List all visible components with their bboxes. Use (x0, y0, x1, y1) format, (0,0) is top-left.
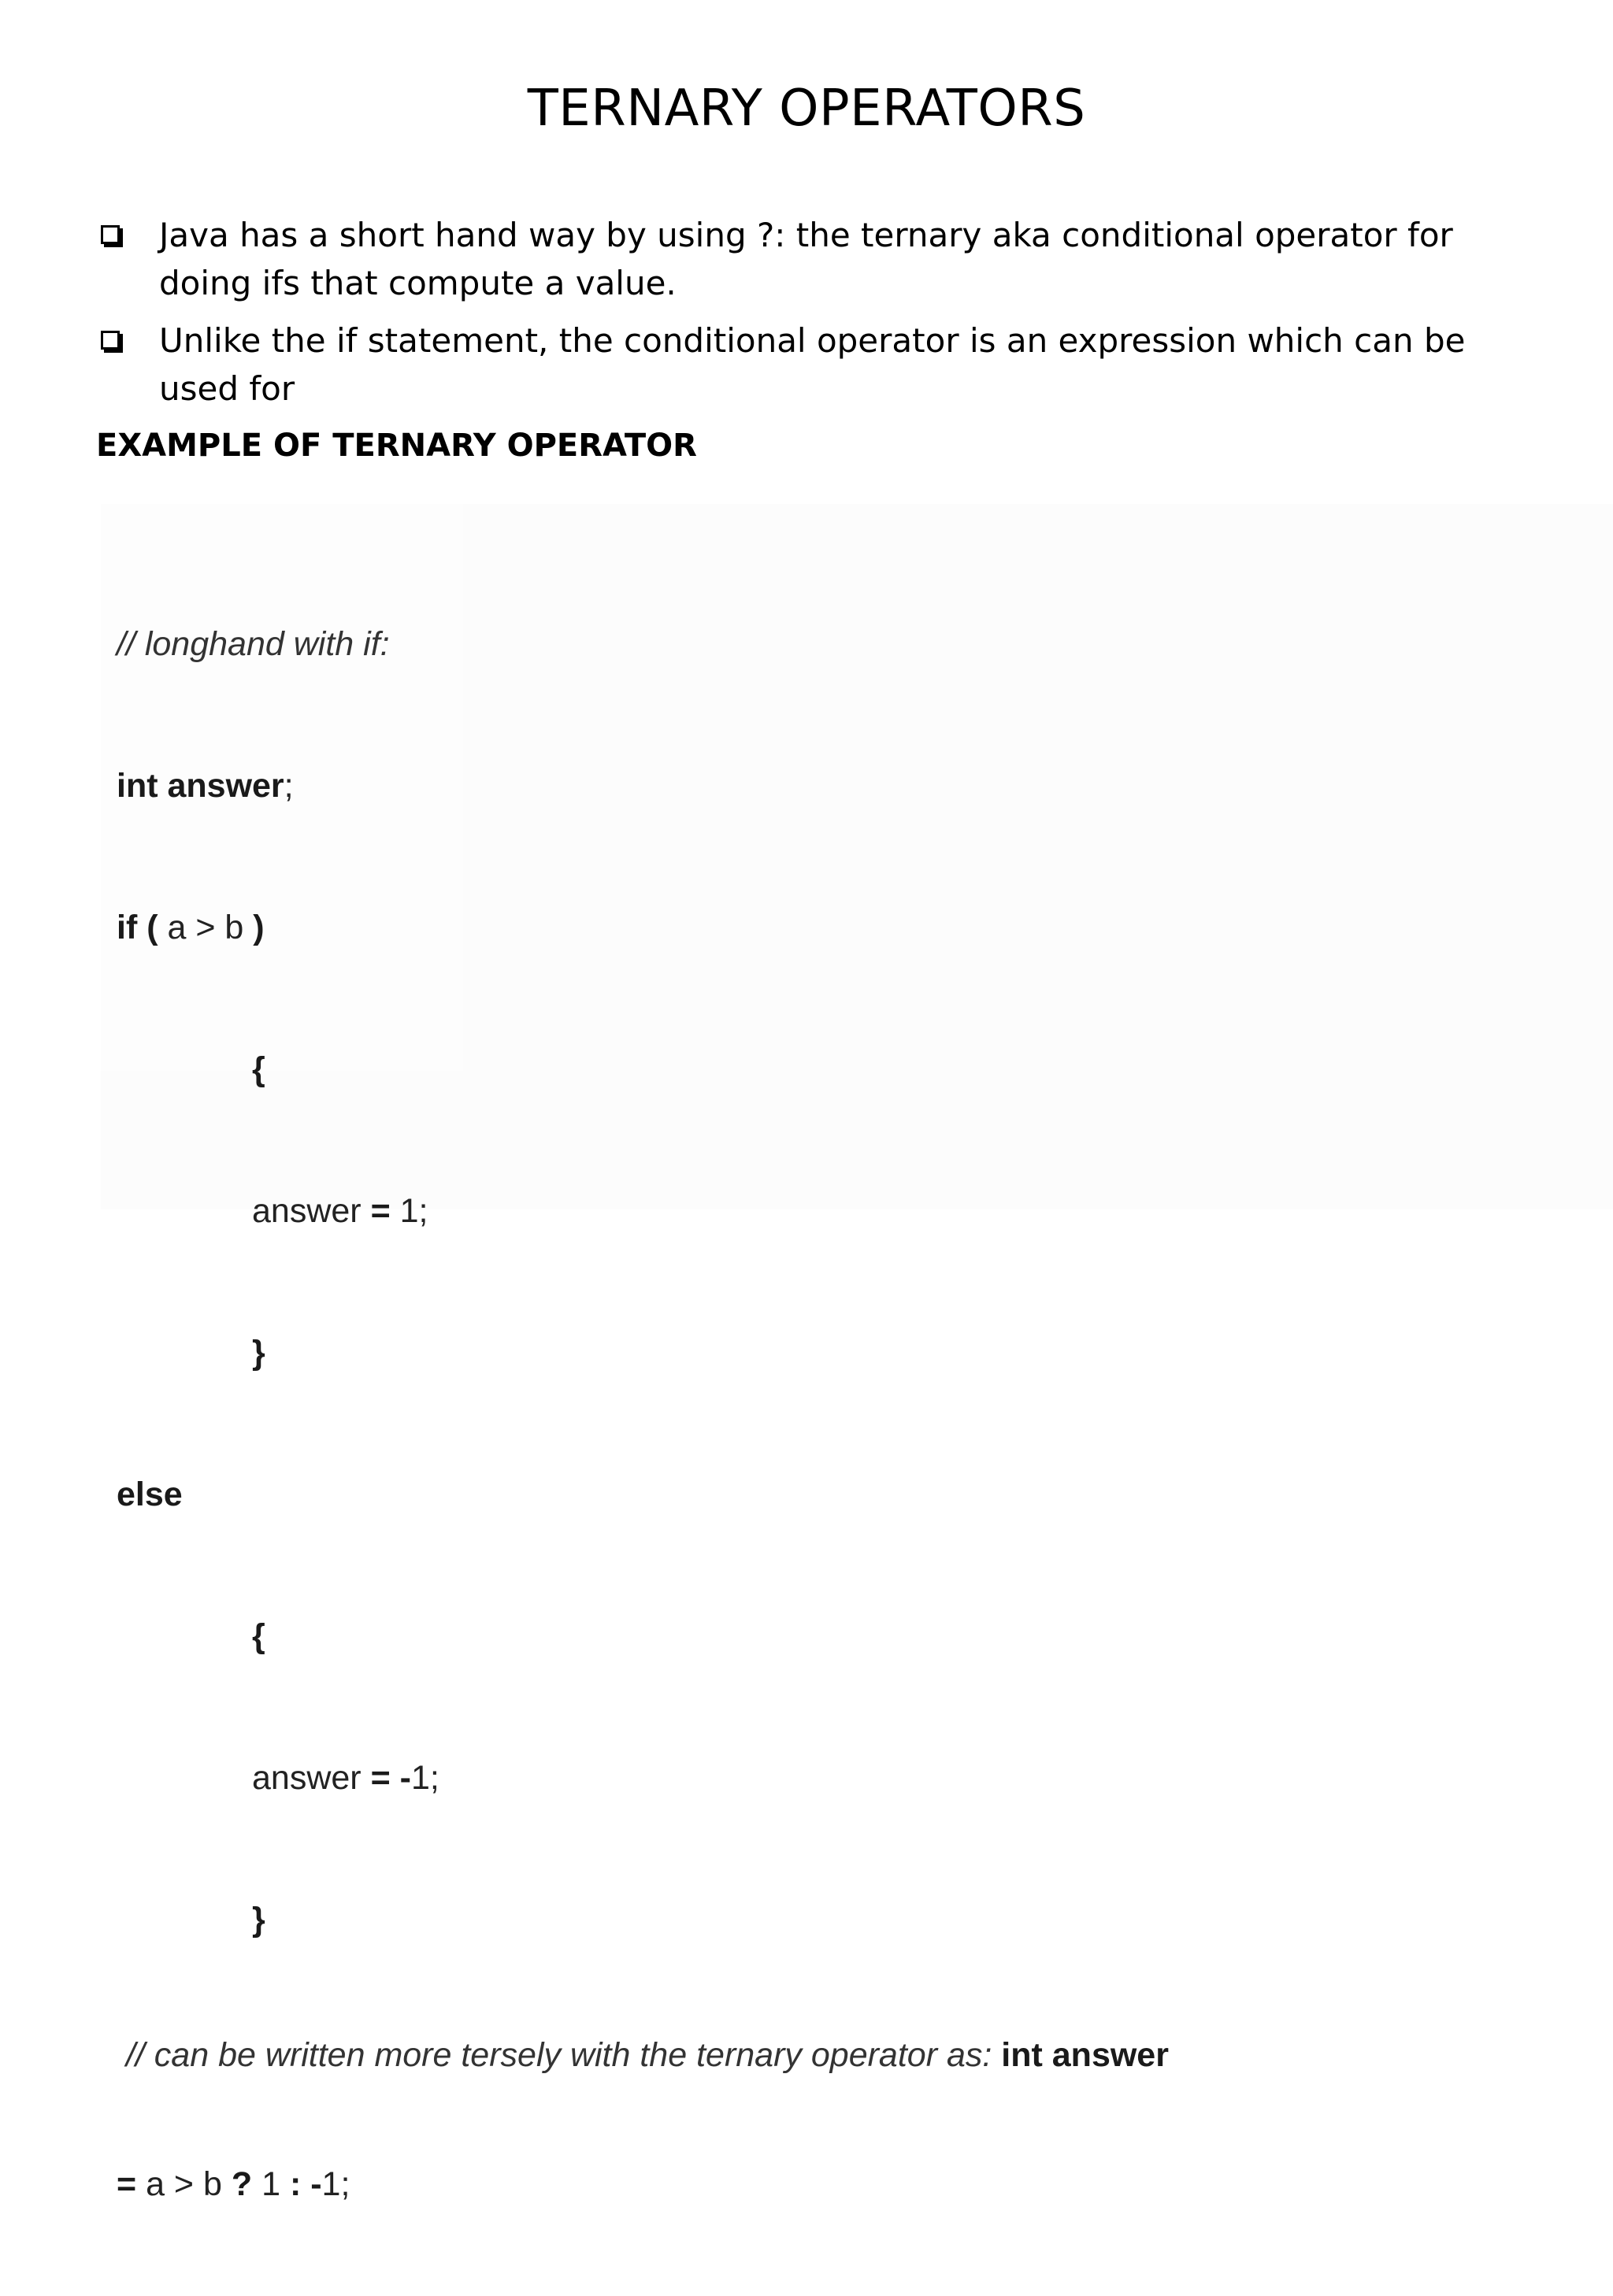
code-token: a > b (136, 2165, 232, 2203)
code-brace: } (252, 1901, 265, 1939)
code-token: 1 (252, 2165, 290, 2203)
checkbox-bullet-icon (101, 225, 120, 244)
bullet-list (96, 211, 1537, 422)
code-line (117, 1896, 1169, 1943)
code-token: ; (284, 767, 294, 805)
checkbox-bullet-icon (101, 331, 120, 350)
code-line (117, 904, 1169, 951)
code-line (117, 1613, 1169, 1660)
code-token: 1; (321, 2165, 350, 2203)
bullet-item (96, 211, 1537, 307)
bullet-text: Unlike the if statement, the conditional operator is an expression which can be used for (159, 321, 1466, 408)
code-brace: { (252, 1050, 265, 1088)
code-token: answer (252, 1759, 362, 1797)
code-line (117, 1471, 1169, 1518)
slide-title: TERNARY OPERATORS (527, 80, 1086, 138)
code-operator: ? (231, 2165, 253, 2203)
code-operator: = (117, 2165, 137, 2203)
code-keyword: int answer (1001, 2036, 1169, 2074)
code-token: 1; (410, 1759, 439, 1797)
bullet-text: Java has a short hand way by using ?: the ternary aka conditional operator for doing ifs that compute a value. (159, 216, 1453, 302)
code-brace: { (252, 1617, 265, 1655)
code-token: a > b (158, 909, 254, 946)
code-line (117, 1754, 1169, 1802)
code-operator: = - (361, 1759, 411, 1797)
bullet-item (96, 317, 1537, 413)
code-keyword: int answer (117, 767, 284, 805)
code-comment: // longhand with if: (117, 625, 390, 663)
section-heading: EXAMPLE OF TERNARY OPERATOR (96, 428, 697, 464)
code-example-image (101, 504, 1613, 2203)
code-brace: } (252, 1334, 265, 1372)
code-operator: : - (289, 2165, 322, 2203)
code-block (117, 526, 1169, 2296)
code-line (117, 762, 1169, 809)
code-line (117, 1187, 1169, 1235)
code-keyword: else (117, 1476, 183, 1513)
code-line (117, 620, 1169, 668)
code-keyword: ) (253, 909, 265, 946)
code-token: 1; (399, 1192, 428, 1230)
code-line (117, 1046, 1169, 1093)
code-line (117, 1329, 1169, 1376)
code-line (117, 2038, 1169, 2072)
code-keyword: if ( (117, 909, 158, 946)
code-line (117, 2167, 1169, 2202)
code-comment: // can be written more tersely with the ternary operator as: (125, 2036, 1002, 2074)
code-operator: = (361, 1192, 400, 1230)
code-token: answer (252, 1192, 362, 1230)
